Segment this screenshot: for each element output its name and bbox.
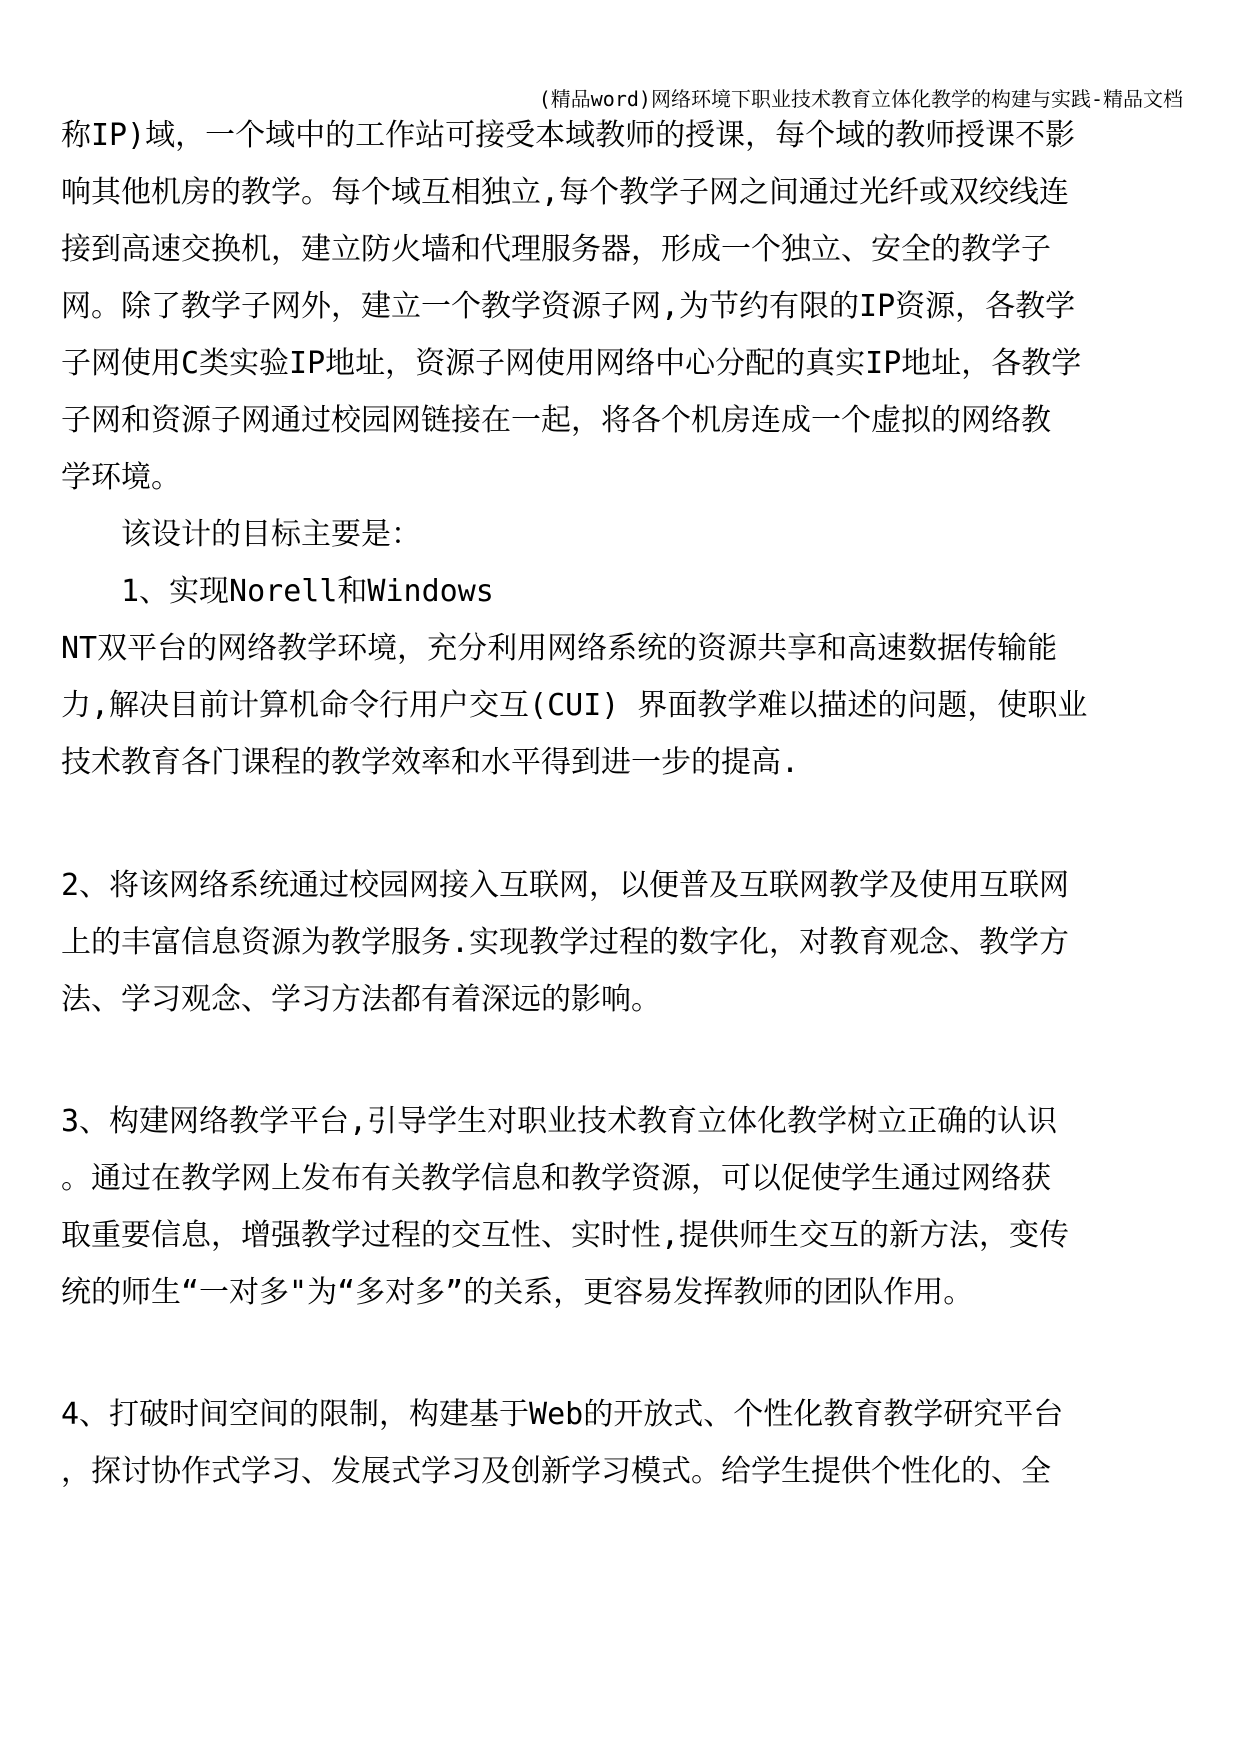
text-line: 上的丰富信息资源为教学服务.实现教学过程的数字化，对教育观念、教学方 xyxy=(61,925,1070,960)
text-line: 该设计的目标主要是： xyxy=(61,517,421,552)
text-line: 称IP)域，一个域中的工作站可接受本域教师的授课，每个域的教师授课不影 xyxy=(61,118,1076,153)
text-line: 4、打破时间空间的限制，构建基于Web的开放式、个性化教育教学研究平台 xyxy=(61,1397,1064,1432)
text-line: 子网使用C类实验IP地址，资源子网使用网络中心分配的真实IP地址，各教学 xyxy=(61,346,1082,381)
text-line: 3、构建网络教学平台,引导学生对职业技术教育立体化教学树立正确的认识 xyxy=(61,1104,1058,1139)
text-line: 法、学习观念、学习方法都有着深远的影响。 xyxy=(61,982,661,1017)
text-line: 取重要信息，增强教学过程的交互性、实时性,提供师生交互的新方法，变传 xyxy=(61,1218,1070,1253)
text-line: ，探讨协作式学习、发展式学习及创新学习模式。给学生提供个性化的、全 xyxy=(61,1454,1051,1489)
page-header: (精品word)网络环境下职业技术教育立体化教学的构建与实践-精品文档 xyxy=(538,87,1183,111)
text-line: 。通过在教学网上发布有关教学信息和教学资源，可以促使学生通过网络获 xyxy=(61,1161,1051,1196)
text-line: NT双平台的网络教学环境，充分利用网络系统的资源共享和高速数据传输能 xyxy=(61,631,1058,666)
text-line: 子网和资源子网通过校园网链接在一起，将各个机房连成一个虚拟的网络教 xyxy=(61,403,1051,438)
text-line: 1、实现Norell和Windows xyxy=(61,574,494,609)
text-line: 技术教育各门课程的教学效率和水平得到进一步的提高. xyxy=(61,745,800,780)
text-line: 力,解决目前计算机命令行用户交互(CUI) 界面教学难以描述的问题，使职业 xyxy=(61,688,1088,723)
text-line: 接到高速交换机，建立防火墙和代理服务器，形成一个独立、安全的教学子 xyxy=(61,232,1051,267)
text-line: 统的师生“一对多"为“多对多”的关系，更容易发挥教师的团队作用。 xyxy=(61,1275,974,1310)
text-line: 网。除了教学子网外，建立一个教学资源子网,为节约有限的IP资源，各教学 xyxy=(61,289,1076,324)
text-line: 2、将该网络系统通过校园网接入互联网，以便普及互联网教学及使用互联网 xyxy=(61,868,1070,903)
text-line: 响其他机房的教学。每个域互相独立,每个教学子网之间通过光纤或双绞线连 xyxy=(61,175,1070,210)
text-line: 学环境。 xyxy=(61,460,181,495)
